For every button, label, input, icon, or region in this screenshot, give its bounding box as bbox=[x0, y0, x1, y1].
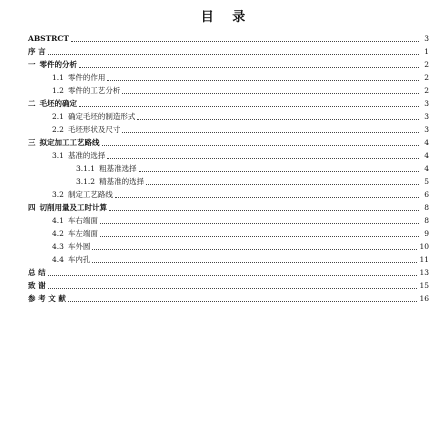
toc-entry-page: 2 bbox=[424, 86, 429, 95]
toc-entry-page: 3 bbox=[424, 34, 429, 43]
toc-entry-2-1 bbox=[52, 110, 429, 122]
toc-entry-label: 车外圆 bbox=[67, 242, 91, 251]
dot-leader bbox=[137, 119, 419, 120]
dot-leader bbox=[102, 145, 420, 146]
toc-entry-number: 一 bbox=[28, 60, 36, 69]
toc-entry-label: 毛坯形状及尺寸 bbox=[67, 125, 121, 134]
page-title: 目 录 bbox=[200, 10, 248, 25]
toc-entry-label: 拟定加工工艺路线 bbox=[39, 138, 100, 147]
toc-entry-number: 1.1 bbox=[52, 73, 64, 82]
toc-entry-page: 2 bbox=[424, 73, 429, 82]
toc-entry-label: 致 谢 bbox=[28, 281, 46, 290]
toc-entry-label: 切削用量及工时计算 bbox=[39, 203, 107, 212]
toc-entry-page: 10 bbox=[419, 242, 429, 251]
toc-entry-chapter-1 bbox=[28, 58, 429, 70]
toc-entry-label: 车右端面 bbox=[67, 216, 98, 225]
toc-entry-page: 16 bbox=[419, 294, 429, 303]
toc-entry-label: 零件的分析 bbox=[39, 60, 77, 69]
toc-entry-number: 4.3 bbox=[52, 242, 64, 251]
dot-leader bbox=[79, 67, 419, 68]
toc-entry-chapter-4 bbox=[28, 201, 429, 213]
dot-leader bbox=[109, 210, 419, 211]
toc-entry-page: 4 bbox=[424, 138, 429, 147]
toc-entry-number: 1.2 bbox=[52, 86, 64, 95]
toc-entry-page: 11 bbox=[419, 255, 429, 264]
toc-entry-3-1-2 bbox=[76, 175, 429, 187]
toc-entry-page: 5 bbox=[424, 177, 429, 186]
toc-entry-label: 确定毛坯的制造形式 bbox=[67, 112, 136, 121]
toc-entry-chapter-3 bbox=[28, 136, 429, 148]
toc-entry-number: 三 bbox=[28, 138, 36, 147]
toc-entry-references bbox=[28, 292, 429, 304]
toc-entry-1-1 bbox=[52, 71, 429, 83]
toc-entry-number: 3.1.2 bbox=[76, 177, 96, 186]
toc-entry-label: 毛坯的确定 bbox=[39, 99, 77, 108]
dot-leader bbox=[48, 54, 419, 55]
toc-entry-abstract bbox=[28, 32, 429, 44]
toc-entry-number: 四 bbox=[28, 203, 36, 212]
toc-entry-chapter-2 bbox=[28, 97, 429, 109]
toc-entry-page: 8 bbox=[424, 203, 429, 212]
toc-entry-number: 4.1 bbox=[52, 216, 64, 225]
toc-entry-page: 3 bbox=[424, 99, 429, 108]
toc-entry-page: 4 bbox=[424, 164, 429, 173]
toc-entry-page: 2 bbox=[424, 60, 429, 69]
dot-leader bbox=[48, 288, 418, 289]
toc-entry-4-2 bbox=[52, 227, 429, 239]
toc-entry-number: 2.2 bbox=[52, 125, 64, 134]
toc-entry-label: 零件的工艺分析 bbox=[67, 86, 121, 95]
toc-entry-label: 车内孔 bbox=[67, 255, 91, 264]
toc-entry-number: 4.2 bbox=[52, 229, 64, 238]
toc-entry-label: 零件的作用 bbox=[67, 73, 106, 82]
toc-entry-3-1-1 bbox=[76, 162, 429, 174]
toc-entry-preface bbox=[28, 45, 429, 57]
toc-entry-number: 3.1 bbox=[52, 151, 64, 160]
toc-entry-page: 8 bbox=[424, 216, 429, 225]
dot-leader bbox=[92, 262, 417, 263]
toc-entry-label: ABSTRCT bbox=[28, 34, 69, 43]
dot-leader bbox=[107, 80, 419, 81]
dot-leader bbox=[122, 93, 419, 94]
toc-entry-number: 2.1 bbox=[52, 112, 64, 121]
toc-entry-label: 序 言 bbox=[28, 47, 46, 56]
toc-entry-2-2 bbox=[52, 123, 429, 135]
dot-leader bbox=[68, 301, 418, 302]
toc-entry-page: 4 bbox=[424, 151, 429, 160]
toc-entry-page: 15 bbox=[419, 281, 429, 290]
dot-leader bbox=[146, 184, 419, 185]
toc-entry-3-2 bbox=[52, 188, 429, 200]
toc-entry-label: 总 结 bbox=[28, 268, 46, 277]
toc-entry-acknowledgements bbox=[28, 279, 429, 291]
toc-entry-number: 3.1.1 bbox=[76, 164, 96, 173]
dot-leader bbox=[71, 41, 419, 42]
dot-leader bbox=[48, 275, 418, 276]
toc-entry-number: 3.2 bbox=[52, 190, 64, 199]
toc-entry-page: 3 bbox=[424, 125, 429, 134]
toc-entry-page: 13 bbox=[419, 268, 429, 277]
dot-leader bbox=[79, 106, 419, 107]
toc-entry-1-2 bbox=[52, 84, 429, 96]
toc-entry-number: 4.4 bbox=[52, 255, 64, 264]
dot-leader bbox=[107, 158, 419, 159]
toc-entry-number: 二 bbox=[28, 99, 36, 108]
toc-entry-page: 6 bbox=[424, 190, 429, 199]
toc-entry-4-1 bbox=[52, 214, 429, 226]
dot-leader bbox=[100, 223, 419, 224]
toc-entry-4-4 bbox=[52, 253, 429, 265]
toc-entry-label: 车左端面 bbox=[67, 229, 98, 238]
toc-entry-page: 9 bbox=[424, 229, 429, 238]
toc-entry-label: 制定工艺路线 bbox=[67, 190, 113, 199]
toc-entry-label: 基准的选择 bbox=[67, 151, 106, 160]
toc-entry-label: 精基准的选择 bbox=[99, 177, 145, 186]
dot-leader bbox=[122, 132, 419, 133]
dot-leader bbox=[100, 236, 419, 237]
dot-leader bbox=[139, 171, 419, 172]
toc-entry-label: 粗基准选择 bbox=[99, 164, 137, 173]
toc-entry-label: 参 考 文 献 bbox=[28, 294, 66, 303]
toc-entry-4-3 bbox=[52, 240, 429, 252]
toc-entry-page: 3 bbox=[424, 112, 429, 121]
dot-leader bbox=[92, 249, 417, 250]
toc-entry-3-1 bbox=[52, 149, 429, 161]
toc-entry-page: 1 bbox=[424, 47, 429, 56]
toc-entry-summary bbox=[28, 266, 429, 278]
dot-leader bbox=[115, 197, 419, 198]
